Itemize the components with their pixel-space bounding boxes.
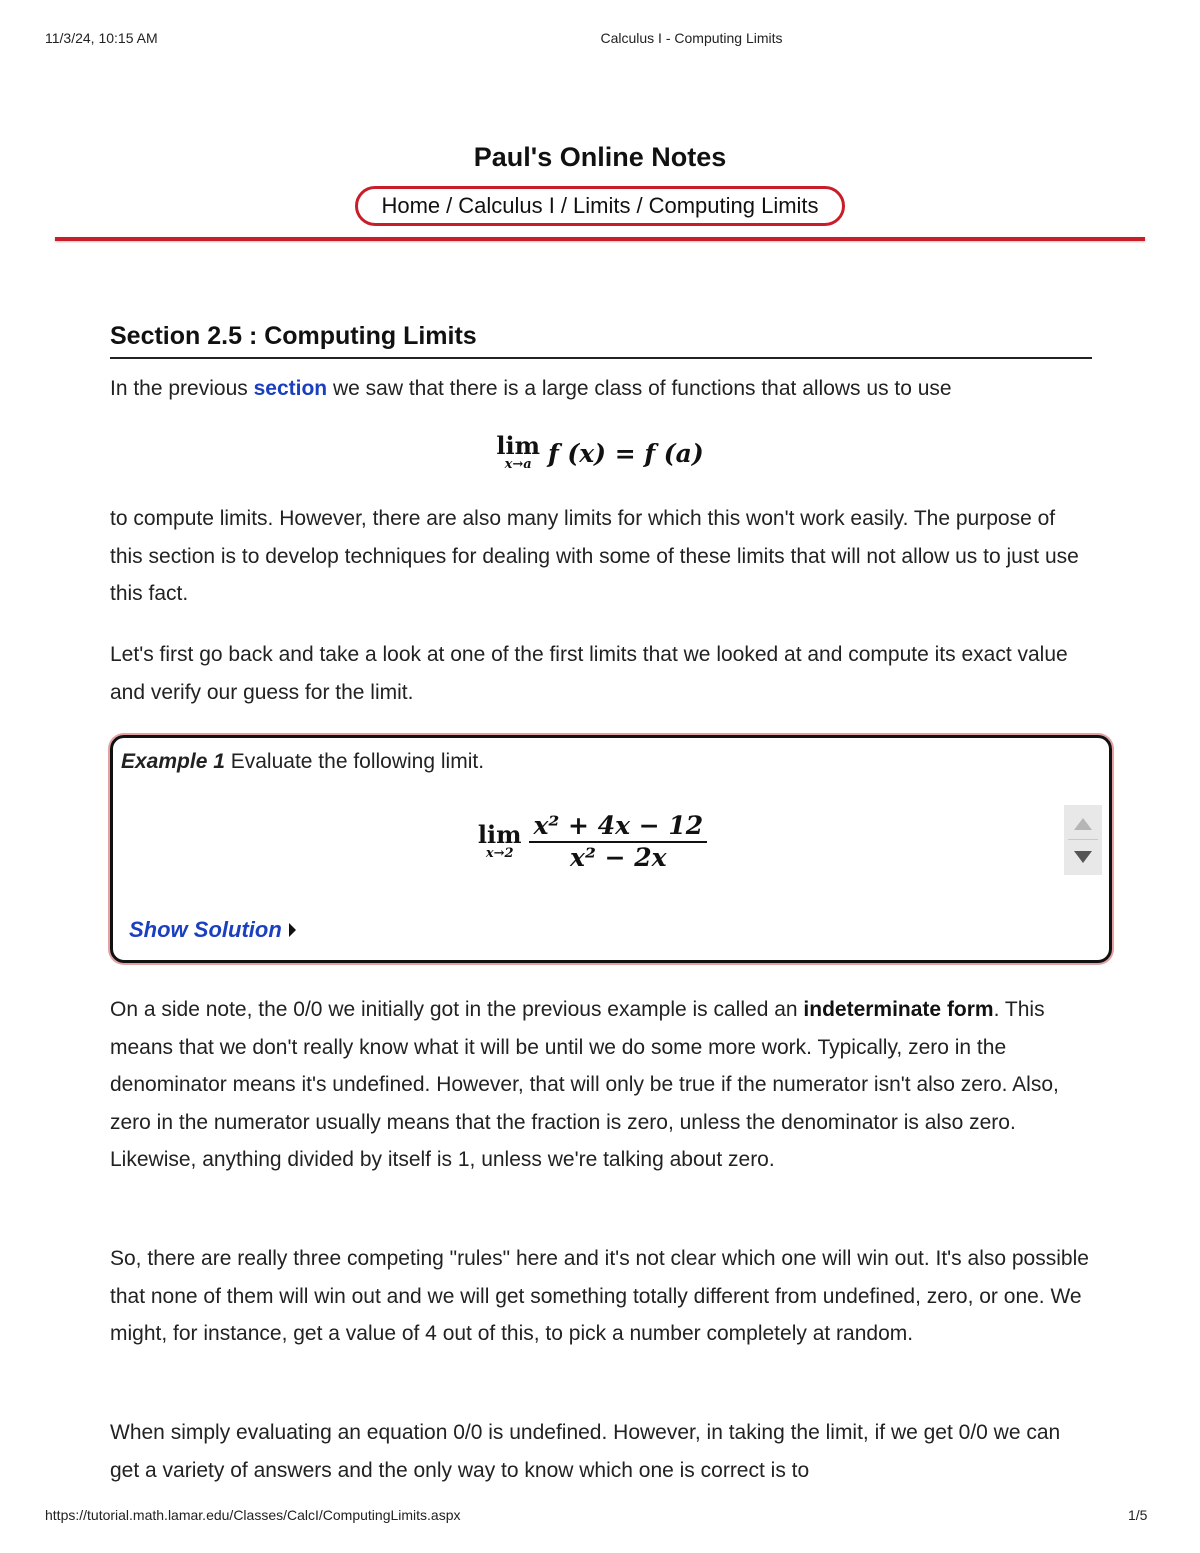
example-label: Example 1 bbox=[121, 750, 225, 773]
print-datetime: 11/3/24, 10:15 AM bbox=[45, 30, 158, 46]
show-solution-toggle[interactable] bbox=[129, 917, 296, 943]
breadcrumb bbox=[355, 186, 845, 226]
formula-scroll-widget[interactable] bbox=[1064, 805, 1102, 875]
denominator: x² − 2x bbox=[570, 843, 667, 872]
example-heading bbox=[121, 750, 484, 774]
lim-operator: lim x→a bbox=[496, 431, 540, 472]
fraction bbox=[529, 811, 707, 873]
print-url: https://tutorial.math.lamar.edu/Classes/CalcI/ComputingLimits.aspx bbox=[45, 1507, 461, 1523]
example-prompt: Evaluate the following limit. bbox=[224, 750, 485, 773]
paragraph-5: So, there are really three competing "rules" here and it's not clear which one will win out. It's also possible that none of them will win out and we will get something totally different from undefined, zero, or one. We might, for instance, get a value of 4 out of this, to pick a number completely at random. bbox=[110, 1247, 1089, 1345]
section-link[interactable]: section bbox=[253, 377, 328, 400]
breadcrumb-home[interactable]: Home bbox=[381, 193, 441, 218]
breadcrumb-limits[interactable]: Limits bbox=[573, 193, 631, 218]
indeterminate-form-term: indeterminate form bbox=[803, 998, 994, 1021]
caret-right-icon[interactable] bbox=[289, 923, 296, 937]
breadcrumb-separator: / bbox=[560, 193, 567, 218]
print-page-number: 1/5 bbox=[1128, 1507, 1148, 1523]
formula-expression: f (x) = f (a) bbox=[547, 438, 704, 468]
paragraph-6: When simply evaluating an equation 0/0 is undefined. However, in taking the limit, if we get 0/0 we can get a variety of answers and the only way to know which one is correct is to bbox=[110, 1421, 1061, 1482]
scroll-divider bbox=[1068, 839, 1098, 840]
example-formula bbox=[0, 806, 1185, 878]
section-divider bbox=[110, 357, 1092, 359]
breadcrumb-separator: / bbox=[446, 193, 453, 218]
intro-paragraph: In the previous section we saw that there is a large class of functions that allows us to use bbox=[110, 377, 952, 400]
paragraph-3: Let's first go back and take a look at one of the first limits that we looked at and compute its exact value and verify our guess for the limit. bbox=[110, 643, 1068, 704]
show-solution-label[interactable]: Show Solution bbox=[129, 917, 282, 942]
print-page-title: Calculus I - Computing Limits bbox=[600, 30, 783, 46]
numerator: x² + 4x − 12 bbox=[533, 811, 704, 840]
limit-formula bbox=[0, 430, 1200, 476]
site-title[interactable]: Paul's Online Notes bbox=[473, 142, 727, 172]
triangle-up-icon[interactable] bbox=[1074, 818, 1092, 830]
triangle-down-icon[interactable] bbox=[1074, 851, 1092, 863]
breadcrumb-separator: / bbox=[636, 193, 643, 218]
section-heading: Section 2.5 : Computing Limits bbox=[110, 322, 477, 350]
paragraph-2: to compute limits. However, there are also many limits for which this won't work easily. The purpose of this section is to develop techniques for dealing with some of these limits that will not allow us to just use this fact. bbox=[110, 507, 1079, 605]
header-divider bbox=[55, 237, 1145, 241]
breadcrumb-computing-limits[interactable]: Computing Limits bbox=[648, 193, 819, 218]
paragraph-4: On a side note, the 0/0 we initially got in the previous example is called an indeterminate form. This means that we don't really know what it will be until we do some more work. Typically, zero in the denominator means it's undefined. However, that will only be true if the numerator isn't also zero. Also, zero in the numerator usually means that the fraction is zero, unless the denominator is also zero. Likewise, anything divided by itself is 1, unless we're talking about zero. bbox=[110, 998, 1059, 1171]
lim-operator: lim x→2 bbox=[477, 820, 522, 861]
breadcrumb-calculus-1[interactable]: Calculus I bbox=[458, 193, 555, 218]
